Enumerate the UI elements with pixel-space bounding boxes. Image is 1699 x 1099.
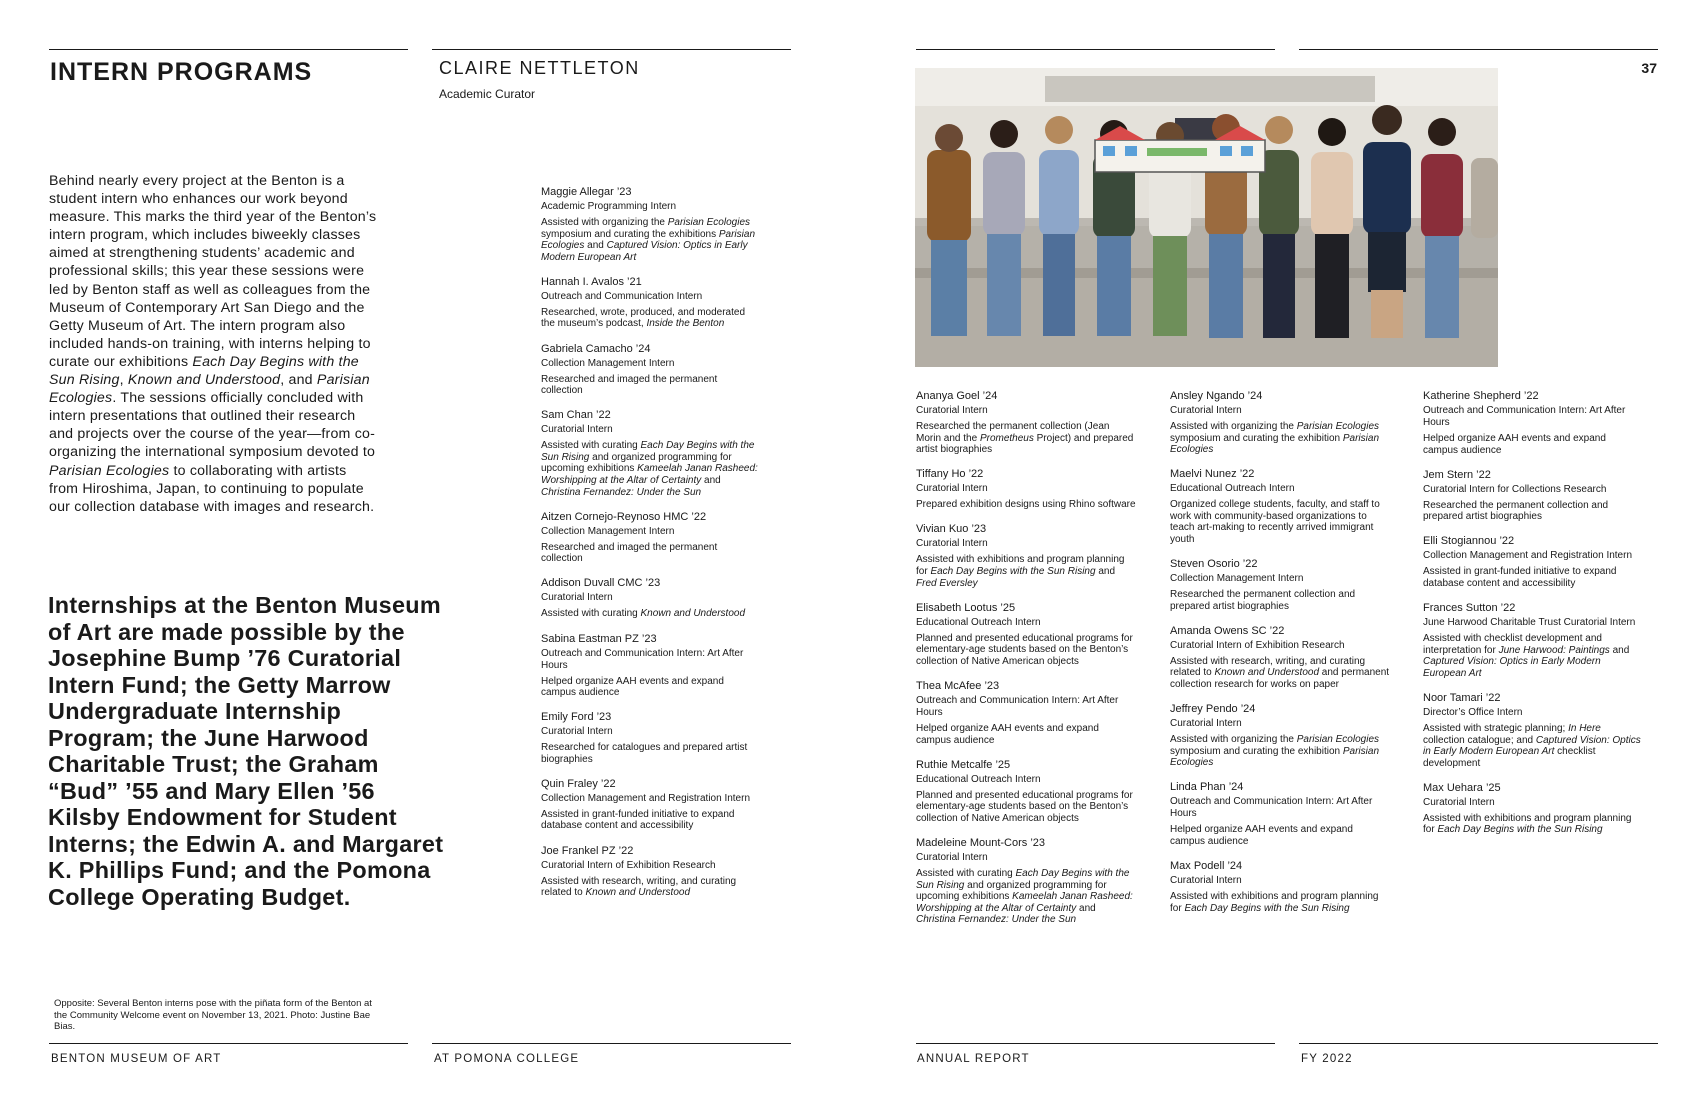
italic-title: Each Day Begins with the Sun Rising (930, 565, 1096, 577)
intern-description (916, 633, 1136, 668)
intern-name: Sabina Eastman PZ ’23 (541, 632, 657, 645)
text-run: collection catalogue; and (1423, 734, 1536, 746)
intern-role: Curatorial Intern of Exhibition Research (541, 859, 716, 871)
intern-name: Tiffany Ho ’22 (916, 468, 984, 481)
intern-description (916, 868, 1136, 926)
intern-name: Katherine Shepherd ’22 (1423, 390, 1539, 402)
text-run: Assisted with curating (541, 608, 641, 620)
intern-entry (916, 522, 1136, 589)
italic-title: Each Day Begins with the Sun Rising (916, 867, 1130, 891)
intern-name: Addison Duvall CMC ’23 (541, 577, 661, 590)
text-run: and organized programming for upcoming exhibitions (916, 879, 1107, 903)
intern-name: Joe Frankel PZ ’22 (541, 844, 634, 857)
intern-name: Maggie Allegar ’23 (541, 186, 632, 198)
intern-entry (916, 836, 1136, 926)
italic-title: Parisian Ecologies (1296, 421, 1379, 432)
intern-description (541, 608, 761, 620)
intern-description (541, 307, 761, 330)
bottom-rule-4 (1299, 1043, 1658, 1044)
intern-entry (541, 777, 761, 832)
intern-name: Vivian Kuo ’23 (916, 523, 987, 536)
intern-entry (541, 510, 761, 565)
text-run: Researched and imaged the permanent collection (541, 373, 718, 397)
footer-museum: BENTON MUSEUM OF ART (51, 1053, 222, 1065)
italic-title: Captured Vision: Optics in Early Modern European Art (1423, 734, 1641, 758)
italic-title: Each Day Begins with the Sun Rising (1437, 824, 1603, 836)
intern-name: Frances Sutton ’22 (1423, 602, 1516, 615)
italic-title: Captured Vision: Optics in Early Modern European Art (541, 240, 748, 263)
intern-name: Amanda Owens SC ’22 (1170, 624, 1285, 637)
intern-role: Educational Outreach Intern (916, 616, 1041, 628)
text-run: Helped organize AAH events and expand campus audience (541, 675, 724, 699)
intern-description (1170, 891, 1390, 914)
intern-entry (541, 408, 761, 498)
top-rule-3 (916, 49, 1275, 50)
text-run: Assisted with research, writing, and curating related to (541, 875, 737, 899)
italic-title: Inside the Benton (646, 318, 725, 330)
intern-name: Steven Osorio ’22 (1170, 558, 1258, 571)
text-run: Helped organize AAH events and expand campus audience (916, 722, 1099, 746)
text-run: symposium and curating the exhibitions (541, 228, 719, 240)
intern-name: Jeffrey Pendo ’24 (1170, 703, 1256, 716)
text-run: Researched the permanent collection and prepared artist biographies (1423, 499, 1609, 523)
intern-entry (1170, 624, 1390, 691)
intern-description (1170, 734, 1390, 769)
intern-description (916, 554, 1136, 589)
text-run: and organized programming for upcoming exhibitions (541, 451, 732, 475)
text-run: symposium and curating the exhibition (1170, 745, 1343, 757)
text-run: and (1076, 902, 1096, 914)
italic-title: Christina Fernandez: Under the Sun (541, 486, 702, 498)
intern-name: Sam Chan ’22 (541, 409, 611, 422)
italic-title: Kameelah Janan Rasheed: Worshipping at the Altar of Certainty (916, 891, 1133, 914)
text-run: Assisted in grant-funded initiative to expand database content and accessibility (1423, 566, 1617, 589)
intern-role: Collection Management and Registration Intern (1423, 550, 1633, 562)
intern-description (1423, 633, 1643, 679)
intern-role: Academic Programming Intern (541, 201, 677, 212)
intern-name: Emily Ford ’23 (541, 711, 612, 724)
italic-title: Known and Understood (127, 372, 281, 389)
intern-role: Curatorial Intern for Collections Research (1423, 483, 1607, 495)
intern-name: Noor Tamari ’22 (1423, 691, 1501, 704)
text-run: Assisted with organizing the (541, 217, 668, 228)
text-run: Assisted with curating (916, 867, 1016, 879)
intern-name: Max Podell ’24 (1170, 860, 1243, 873)
intern-description (1170, 421, 1390, 456)
intern-description (1170, 824, 1390, 847)
footer-report: ANNUAL REPORT (917, 1053, 1030, 1065)
top-rule-1 (49, 49, 408, 50)
intern-entry (916, 601, 1136, 668)
text-run: Planned and presented educational programs for elementary-age students based on the Benton’s collection of Native American objects (916, 789, 1133, 824)
intern-entry (541, 710, 761, 765)
italic-title: Known and Understood (640, 608, 746, 620)
intern-role: Collection Management Intern (541, 525, 675, 537)
italic-title: Parisian Ecologies (667, 217, 750, 228)
italic-title: Parisian Ecologies (1170, 745, 1380, 769)
intern-entry (541, 576, 761, 620)
intern-role: Collection Management Intern (541, 357, 675, 369)
intern-name: Linda Phan ’24 (1170, 781, 1244, 794)
intern-description (541, 542, 761, 565)
intern-entry (1170, 702, 1390, 769)
italic-title: Parisian Ecologies (541, 228, 756, 252)
intern-name: Ansley Ngando ’24 (1170, 390, 1263, 402)
text-run: Project) and prepared artist biographies (916, 432, 1134, 456)
intern-name: Max Uehara ’25 (1423, 781, 1501, 794)
intern-description (1170, 499, 1390, 545)
intern-description (541, 676, 761, 699)
text-run: , (119, 372, 128, 389)
intern-entry (1170, 859, 1390, 914)
intern-role: Curatorial Intern of Exhibition Research (1170, 639, 1345, 651)
intern-entry (916, 758, 1136, 825)
intern-role: Curatorial Intern (541, 726, 613, 738)
intern-description (1423, 566, 1643, 589)
bottom-rule-1 (49, 1043, 408, 1044)
intern-role: Curatorial Intern (1423, 796, 1495, 808)
intern-description (541, 217, 761, 263)
text-run: Assisted with exhibitions and program planning for (1423, 812, 1632, 836)
intern-role: Outreach and Communication Intern (541, 290, 703, 302)
italic-title: Captured Vision: Optics in Early Modern European Art (1423, 656, 1601, 679)
intern-description (1170, 656, 1390, 691)
text-run: Assisted in grant-funded initiative to expand database content and accessibility (541, 808, 735, 832)
intern-column-4 (1423, 389, 1643, 848)
intern-role: Curatorial Intern (541, 424, 613, 436)
text-run: Organized college students, faculty, and staff to work with community-based organizations to teach art-making to recently arrived immigrant youth (1170, 499, 1380, 546)
text-run: and permanent collection research for works on paper (1170, 667, 1390, 691)
text-run: to collaborating with artists from Hiroshima, Japan, to continuing to populate our collection database with images and research. (49, 462, 375, 515)
intern-entry (541, 275, 761, 330)
text-run: Researched, wrote, produced, and moderated the museum’s podcast, (541, 306, 746, 330)
intern-description (541, 876, 761, 899)
intern-entry (1423, 601, 1643, 679)
italic-title: Parisian Ecologies (1296, 734, 1379, 746)
intern-entry (541, 185, 761, 263)
top-rule-2 (432, 49, 791, 50)
intern-description (1170, 589, 1390, 612)
intern-name: Thea McAfee ’23 (916, 679, 1000, 692)
intern-role: Director’s Office Intern (1423, 706, 1523, 718)
intern-group-photo (915, 68, 1498, 367)
italic-title: Known and Understood (1214, 667, 1320, 679)
text-run: Assisted with research, writing, and curating related to (1170, 655, 1366, 679)
footer-college: AT POMONA COLLEGE (434, 1053, 580, 1065)
italic-title: June Harwood: Paintings (1498, 644, 1610, 656)
intern-entry (916, 679, 1136, 746)
bottom-rule-3 (916, 1043, 1275, 1044)
text-run: Helped organize AAH events and expand campus audience (1423, 433, 1606, 456)
text-run: and (1609, 644, 1630, 656)
intern-role: Outreach and Communication Intern: Art After Hours (541, 647, 744, 671)
page-number: 37 (1641, 60, 1657, 76)
intern-entry (1170, 467, 1390, 545)
intern-name: Hannah I. Avalos ’21 (541, 275, 642, 288)
italic-title: Parisian Ecologies (49, 462, 170, 479)
intern-role: June Harwood Charitable Trust Curatorial Intern (1423, 617, 1636, 629)
italic-title: Christina Fernandez: Under the Sun (916, 914, 1077, 926)
intern-name: Madeleine Mount-Cors ’23 (916, 836, 1046, 849)
intern-entry (1423, 691, 1643, 769)
text-run: Assisted with strategic planning; (1423, 722, 1569, 734)
intern-role: Curatorial Intern (916, 483, 988, 495)
text-run: and (584, 240, 607, 252)
text-run: . The sessions officially concluded with intern presentations that outlined their research and projects over the course of the year—from co-organizing the international symposium devoted to (49, 390, 376, 461)
intern-entry (541, 342, 761, 397)
text-run: Researched the permanent collection (Jean Morin and the (916, 421, 1110, 444)
text-run: Assisted with curating (541, 440, 641, 452)
intern-entry (1170, 557, 1390, 612)
intern-entry (1170, 389, 1390, 456)
intern-name: Elli Stogiannou ’22 (1423, 535, 1515, 548)
intern-role: Curatorial Intern (916, 405, 988, 416)
intern-role: Educational Outreach Intern (916, 773, 1041, 785)
curator-name: CLAIRE NETTLETON (439, 58, 640, 78)
intern-entry (916, 389, 1136, 456)
text-run: Assisted with organizing the (1170, 421, 1297, 432)
intern-name: Jem Stern ’22 (1423, 468, 1491, 481)
intern-name: Elisabeth Lootus ’25 (916, 601, 1016, 614)
intern-role: Collection Management and Registration Intern (541, 792, 751, 804)
intern-name: Aitzen Cornejo-Reynoso HMC ’22 (541, 510, 707, 523)
text-run: Researched and imaged the permanent collection (541, 541, 718, 565)
intern-role: Outreach and Communication Intern: Art After Hours (1170, 796, 1373, 820)
italic-title: Each Day Begins with the Sun Rising (49, 353, 359, 389)
intern-description (1423, 813, 1643, 836)
intern-entry (916, 467, 1136, 511)
intern-entry (1170, 780, 1390, 847)
intern-description (1423, 433, 1643, 456)
section-title: INTERN PROGRAMS (50, 58, 313, 86)
intern-description (541, 742, 761, 765)
italic-title: Each Day Begins with the Sun Rising (541, 440, 755, 463)
intern-name: Maelvi Nunez ’22 (1170, 468, 1255, 481)
intern-description (541, 809, 761, 832)
italic-title: Parisian Ecologies (49, 372, 370, 407)
intern-description (1423, 500, 1643, 523)
text-run: Prepared exhibition designs using Rhino software (916, 499, 1136, 511)
text-run: Researched the permanent collection and prepared artist biographies (1170, 589, 1356, 612)
intern-description (1423, 723, 1643, 769)
text-run: checklist development (1423, 746, 1596, 769)
text-run: and (701, 475, 721, 487)
curator-role: Academic Curator (439, 87, 536, 101)
italic-title: In Here (1568, 722, 1601, 734)
intern-description (916, 499, 1136, 511)
intern-role: Curatorial Intern (1170, 405, 1242, 416)
intern-column-2 (916, 389, 1136, 937)
text-run: Assisted with checklist development and interpretation for (1423, 633, 1602, 656)
italic-title: Prometheus (979, 432, 1034, 444)
footer-fiscal-year: FY 2022 (1301, 1053, 1353, 1065)
intern-role: Curatorial Intern (916, 851, 988, 863)
intern-name: Quin Fraley ’22 (541, 777, 616, 790)
italic-title: Known and Understood (585, 887, 691, 899)
text-run: Assisted with exhibitions and program planning for (916, 554, 1125, 577)
intern-description (916, 723, 1136, 746)
italic-title: Each Day Begins with the Sun Rising (1184, 902, 1350, 914)
text-run: and (1095, 565, 1116, 577)
text-run: Researched for catalogues and prepared artist biographies (541, 742, 748, 765)
italic-title: Parisian Ecologies (1170, 432, 1380, 456)
italic-title: Fred Eversley (916, 577, 978, 589)
intern-role: Outreach and Communication Intern: Art After Hours (916, 694, 1119, 718)
intern-name: Ruthie Metcalfe ’25 (916, 758, 1011, 771)
text-run: Assisted with exhibitions and program planning for (1170, 891, 1379, 914)
intern-role: Curatorial Intern (916, 538, 988, 550)
intern-name: Ananya Goel ’24 (916, 390, 998, 402)
intern-entry (541, 632, 761, 699)
photo-caption: Opposite: Several Benton interns pose with the piñata form of the Benton at the Community Welcome event on November 13, 2021. Photo: Justine Bae Bias. (54, 998, 372, 1032)
text-run: Planned and presented educational programs for elementary-age students based on the Benton’s collection of Native American objects (916, 632, 1133, 667)
top-rule-4 (1299, 49, 1658, 50)
text-run: symposium and curating the exhibition (1170, 432, 1343, 444)
funding-statement: Internships at the Benton Museum of Art are made possible by the Josephine Bump ’76 Curatorial Intern Fund; the Getty Marrow Undergraduate Internship Program; the June Harwood Charitable Trust; the Graham “Bud” ’55 and Mary Ellen ’56 Kilsby Endowment for Student Interns; the Edwin A. and Margaret K. Phillips Fund; and the Pomona College Operating Budget. (48, 592, 444, 910)
intern-entry (1423, 781, 1643, 836)
intern-role: Educational Outreach Intern (1170, 483, 1295, 495)
intern-role: Curatorial Intern (541, 592, 613, 604)
intern-role: Curatorial Intern (1170, 875, 1242, 887)
intern-entry (541, 844, 761, 899)
intern-column-1 (541, 185, 761, 910)
intern-entry (1423, 534, 1643, 589)
intern-role: Curatorial Intern (1170, 718, 1242, 730)
intern-role: Collection Management Intern (1170, 573, 1304, 585)
intern-entry (1423, 468, 1643, 523)
text-run: Helped organize AAH events and expand campus audience (1170, 824, 1353, 847)
intro-paragraph (49, 172, 379, 516)
intern-column-3 (1170, 389, 1390, 926)
text-run: Behind nearly every project at the Benton is a student intern who enhances our work beyond measure. This marks the third year of the Benton’s intern program, which includes biweekly classes aimed at strengthening students’ academic and professional skills; this year these sessions were led by Benton staff as well as colleagues from the Museum of Contemporary Art San Diego and the Getty Museum of Art. The intern program also included hands-on training, with interns helping to curate our exhibitions (49, 173, 377, 370)
intern-description (541, 374, 761, 397)
intern-role: Outreach and Communication Intern: Art After Hours (1423, 405, 1626, 428)
intern-description (541, 440, 761, 498)
intern-entry (1423, 389, 1643, 456)
bottom-rule-2 (432, 1043, 791, 1044)
intern-description (916, 421, 1136, 456)
intern-name: Gabriela Camacho ’24 (541, 342, 651, 355)
text-run: Assisted with organizing the (1170, 734, 1297, 746)
italic-title: Kameelah Janan Rasheed: Worshipping at the Altar of Certainty (541, 463, 758, 487)
intern-description (916, 790, 1136, 825)
text-run: , and (280, 372, 317, 389)
